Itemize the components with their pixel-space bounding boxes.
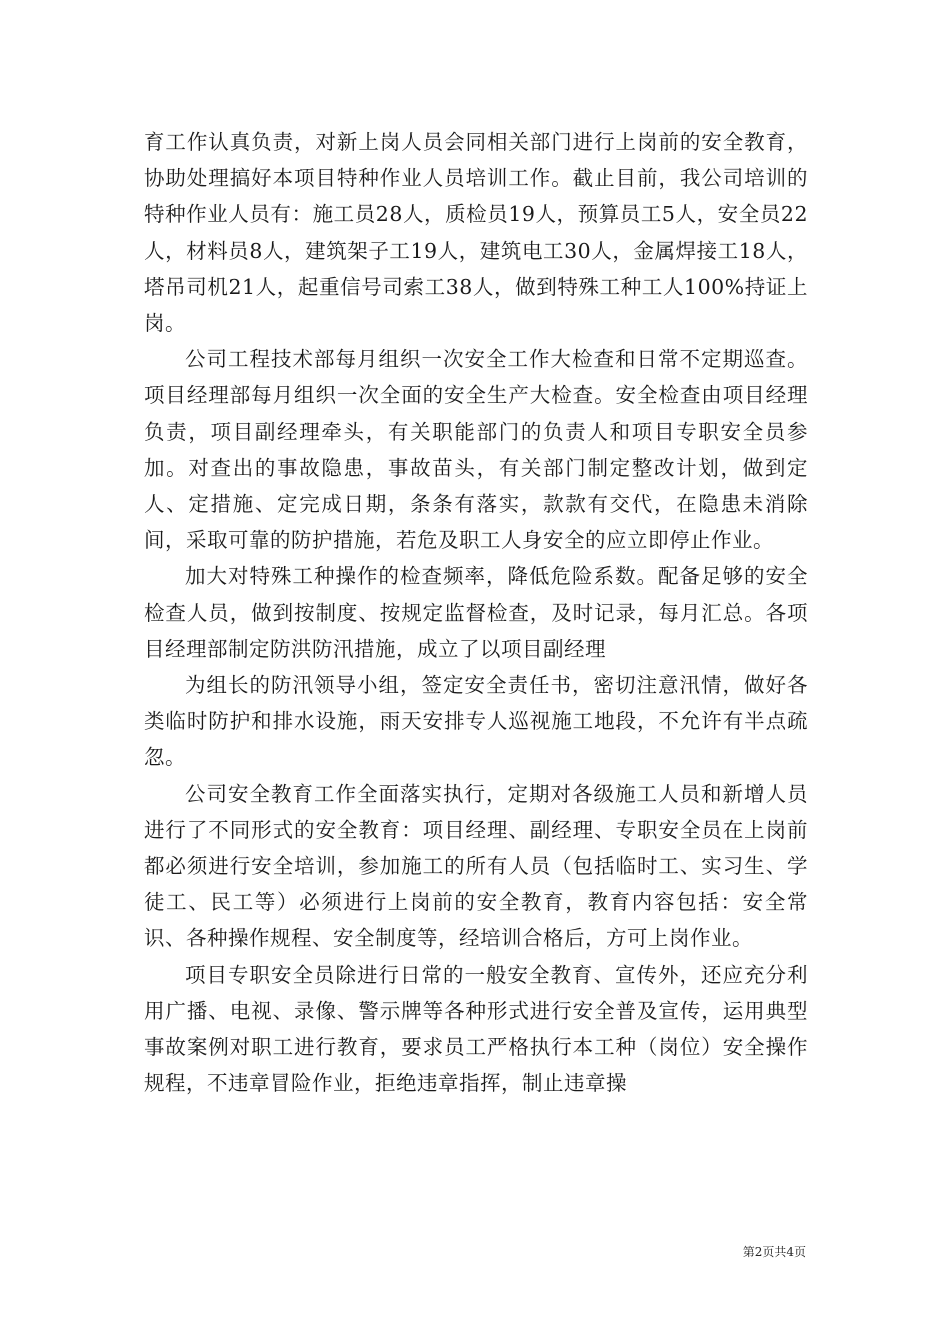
paragraph-flood-control: 为组长的防汛领导小组，签定安全责任书，密切注意汛情，做好各类临时防护和排水设施，雨天安排专人巡视施工地段，不允许有半点疏忽。	[144, 673, 808, 770]
paragraph-continuation: 育工作认真负责，对新上岗人员会同相关部门进行上岗前的安全教育，协助处理搞好本项目特种作业人员培训工作。截止目前，我公司培训的特种作业人员有：施工员28人，质检员19人，预算员工5人，安全员22人，材料员8人，建筑架子工19人，建筑电工30人，金属焊接工18人，塔吊司机21人，起重信号司索工38人，做到特殊工种工人100%持证上岗。	[144, 130, 808, 336]
paragraph-safety-education: 公司安全教育工作全面落实执行，定期对各级施工人员和新增人员进行了不同形式的安全教育：项目经理、副经理、专职安全员在上岗前都必须进行安全培训，参加施工的所有人员（包括临时工、实习生、学徒工、民工等）必须进行上岗前的安全教育，教育内容包括：安全常识、各种操作规程、安全制度等，经培训合格后，方可上岗作业。	[144, 781, 808, 951]
paragraph-special-work: 加大对特殊工种操作的检查频率，降低危险系数。配备足够的安全检查人员，做到按制度、按规定监督检查，及时记录，每月汇总。各项目经理部制定防洪防汛措施，成立了以项目副经理	[144, 564, 808, 661]
page-number: 第2页共4页	[742, 1245, 806, 1259]
paragraph-safety-promotion: 项目专职安全员除进行日常的一般安全教育、宣传外，还应充分利用广播、电视、录像、警示牌等各种形式进行安全普及宣传，运用典型事故案例对职工进行教育，要求员工严格执行本工种（岗位）安全操作规程，不违章冒险作业，拒绝违章指挥，制止违章操	[144, 962, 808, 1096]
paragraph-inspection: 公司工程技术部每月组织一次安全工作大检查和日常不定期巡查。项目经理部每月组织一次全面的安全生产大检查。安全检查由项目经理负责，项目副经理牵头，有关职能部门的负责人和项目专职安全员参加。对查出的事故隐患，事故苗头，有关部门制定整改计划，做到定人、定措施、定完成日期，条条有落实，款款有交代，在隐患未消除间，采取可靠的防护措施，若危及职工人身安全的应立即停止作业。	[144, 347, 808, 553]
document-body	[144, 124, 808, 1101]
